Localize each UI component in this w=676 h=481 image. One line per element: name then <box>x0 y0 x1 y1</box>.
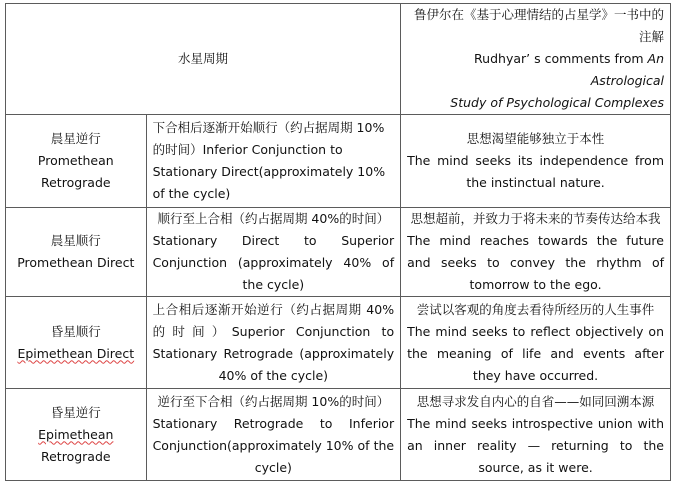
table-row <box>6 297 671 389</box>
row-name <box>6 297 147 389</box>
row-note-en: The mind seeks its independence from the instinctual nature. <box>407 153 664 190</box>
header-notes-cn: 鲁伊尔在《基于心理情结的占星学》一书中的注解 <box>413 7 664 44</box>
header-notes-en-title2: Study of Psychological Complexes <box>450 95 664 110</box>
row-note <box>401 297 671 389</box>
row-period <box>146 115 401 208</box>
row-note-en: The mind reaches towards the future and seeks to convey the rhythm of tomorrow to the ego. <box>407 233 664 292</box>
row-name <box>6 389 147 481</box>
row-name-en1: Promethean Direct <box>17 255 135 270</box>
row-period <box>146 208 401 297</box>
header-period: 水星周期 <box>6 4 401 115</box>
row-period <box>146 297 401 389</box>
header-notes <box>401 4 671 115</box>
row-name <box>6 208 147 297</box>
header-notes-en-title1: An Astrological <box>590 51 664 88</box>
row-period-cn: 逆行至下合相（约占据周期 10%的时间） <box>157 393 390 409</box>
row-note-en: The mind seeks to reflect objectively on the meaning of life and events after they have occurred. <box>407 323 664 383</box>
table-row <box>6 208 671 297</box>
row-period-en: Stationary Direct to Superior Conjunction (approximately 40% of the cycle) <box>152 233 395 292</box>
row-note <box>401 208 671 297</box>
row-note-en: The mind seeks introspective union with an inner reality — returning to the source, as it were. <box>407 415 664 475</box>
row-name-en1: Epimethean <box>38 426 114 442</box>
header-row <box>6 4 671 115</box>
row-note-cn: 思想寻求发自内心的自省——如同回溯本源 <box>416 393 655 409</box>
row-name-en2: Retrograde <box>40 175 111 190</box>
row-name-en2: Retrograde <box>40 448 111 464</box>
row-note <box>401 389 671 481</box>
row-name-cn: 晨星逆行 <box>50 131 101 146</box>
header-notes-en-prefix: Rudhyar’ s comments from <box>474 51 648 66</box>
row-name-cn: 昏星逆行 <box>50 404 101 420</box>
row-name-cn: 晨星顺行 <box>50 233 101 248</box>
row-period-en: Superior Conjunction to Stationary Retrograde (approximately 40% of the cycle) <box>152 323 395 383</box>
row-note <box>401 115 671 208</box>
row-name-cn: 昏星顺行 <box>50 323 101 339</box>
row-period <box>146 389 401 481</box>
row-name-en1: Epimethean Direct <box>17 345 135 361</box>
row-period-en: Inferior Conjunction to Stationary Direct(approximately 10% of the cycle) <box>152 142 386 201</box>
header-notes-en-line1 <box>407 48 664 92</box>
mercury-cycle-table <box>5 3 671 481</box>
row-period-cn: 下合相后逐渐开始顺行（约占据周期 10%的时间） <box>152 120 385 157</box>
row-note-cn: 思想超前，并致力于将未来的节奏传达给本我 <box>410 211 661 226</box>
row-name <box>6 115 147 208</box>
row-period-cn: 顺行至上合相（约占据周期 40%的时间） <box>157 211 390 226</box>
table-row <box>6 389 671 481</box>
row-name-en1: Promethean <box>37 153 114 168</box>
row-period-cn: 上合相后逐渐开始逆行（约占据周期 40%的时间） <box>152 301 395 339</box>
table-row <box>6 115 671 208</box>
row-period-en: Stationary Retrograde to Inferior Conjunction(approximately 10% of the cycle) <box>152 415 395 475</box>
row-note-cn: 思想渴望能够独立于本性 <box>466 131 605 146</box>
row-note-cn: 尝试以客观的角度去看待所经历的人生事件 <box>416 301 655 317</box>
